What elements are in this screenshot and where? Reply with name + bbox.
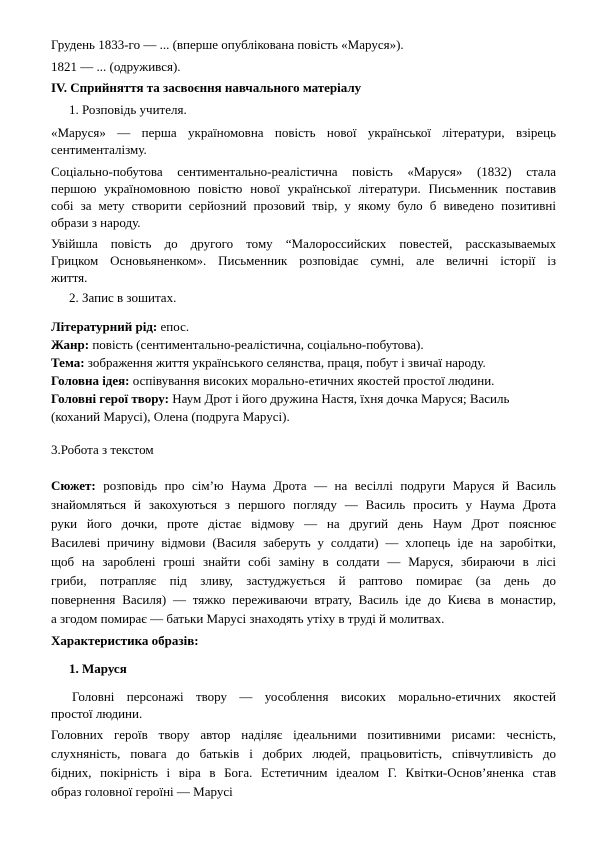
paragraph-line: Увійшла повість до другого тому “Малороссийских повестей, рассказываемых [51, 236, 556, 251]
date-line-1821: 1821 — ... (одружився). [51, 59, 181, 74]
list-item-notes: 2. Запис в зошитах. [69, 290, 177, 305]
paragraph-line: «Маруся» — перша україномовна повість нової української літератури, взірець [51, 125, 556, 140]
paragraph-line: (коханий Марусі), Олена (подруга Марусі). [51, 409, 290, 424]
paragraph-line: життя. [51, 270, 88, 285]
paragraph-line: сентименталізму. [51, 142, 147, 157]
main-characters-line [51, 390, 556, 407]
paragraph-line: знайомляться й закохуються з першого погляду — Василь просить у Наума Дрота [51, 497, 556, 512]
plot-line [51, 477, 556, 494]
paragraph-line: Головних героїв твору автор наділяє ідеальними позитивними рисами: чесність, [51, 727, 556, 742]
date-line-1833: Грудень 1833-го — ... (вперше опублікована повість «Маруся»). [51, 37, 404, 52]
paragraph-line: собі за мету створити серйозний прозовий твір, у якому було б виведено позитивні [51, 198, 556, 213]
theme-line [51, 354, 556, 371]
paragraph-line: Соціально-побутова сентиментально-реалістична повість «Маруся» (1832) стала [51, 164, 556, 179]
paragraph-line: простої людини. [51, 706, 143, 721]
paragraph-line: образи з народу. [51, 215, 141, 230]
character-heading-marusia: 1. Маруся [69, 661, 127, 676]
term-value: розповідь про сім’ю Наума Дрота — на весіллі подруги Маруся й Василь [95, 478, 556, 493]
term-value: Наум Дрот і його дружина Настя, їхня дочка Маруся; Василь [168, 391, 510, 406]
term-label: Головна ідея: [51, 373, 130, 388]
literary-genus-line [51, 318, 556, 335]
list-item-teacher-story: 1. Розповідь учителя. [69, 102, 187, 117]
paragraph-line: першою україномовною повістю нової української літератури. Письменник поставив [51, 181, 556, 196]
term-label: Головні герої твору: [51, 391, 169, 406]
paragraph-line: Грицком Основьяненком». Письменник розповідає сумні, але величні історії із [51, 253, 556, 268]
paragraph-line: бідних, покірність і віра в Бога. Естетичним ідеалом Г. Квітки-Основ’яненка став [51, 765, 556, 780]
term-label: Жанр: [51, 337, 90, 352]
term-value: повість (сентиментально-реалістична, соціально-побутова). [89, 337, 424, 352]
term-label: Літературний рід: [51, 319, 158, 334]
term-value: зображення життя українського селянства, праця, побут і звичаї народу. [84, 355, 486, 370]
section-heading-iv: IV. Сприйняття та засвоєння навчального матеріалу [51, 80, 362, 95]
text-work-heading: 3.Робота з текстом [51, 442, 154, 457]
main-idea-line [51, 372, 556, 389]
characterization-heading: Характеристика образів: [51, 633, 199, 648]
term-value: епос. [157, 319, 190, 334]
paragraph-line: а згодом помирає — батьки Марусі знаходять утіху в труді й молитвах. [51, 611, 445, 626]
paragraph-line: образ головної героїні — Марусі [51, 784, 233, 799]
paragraph-line: Василеві причину відмови (Василя заберуть у солдати) — хлопець іде на заробітки, [51, 535, 556, 550]
paragraph-line: руки його дочки, проте дістає відмову — на другий день Наум Дрот пояснює [51, 516, 556, 531]
term-label: Тема: [51, 355, 85, 370]
paragraph-line: гриби, потрапляє під зливу, застуджується й раптово помирає (за день до [51, 573, 556, 588]
paragraph-line: слухняність, повага до батьків і добрих людей, працьовитість, співчутливість до [51, 746, 556, 761]
paragraph-line: Головні персонажі твору — уособлення високих морально-етичних якостей [72, 689, 556, 704]
paragraph-line: щоб на зароблені гроші знайти собі заміну в солдати — Маруся, збираючи в лісі [51, 554, 556, 569]
term-label: Сюжет: [51, 478, 96, 493]
paragraph-line: повернення Василя) — тяжко переживаючи втрату, Василь іде до Києва в монастир, [51, 592, 556, 607]
genre-line [51, 336, 556, 353]
term-value: оспівування високих морально-етичних якостей простої людини. [129, 373, 495, 388]
